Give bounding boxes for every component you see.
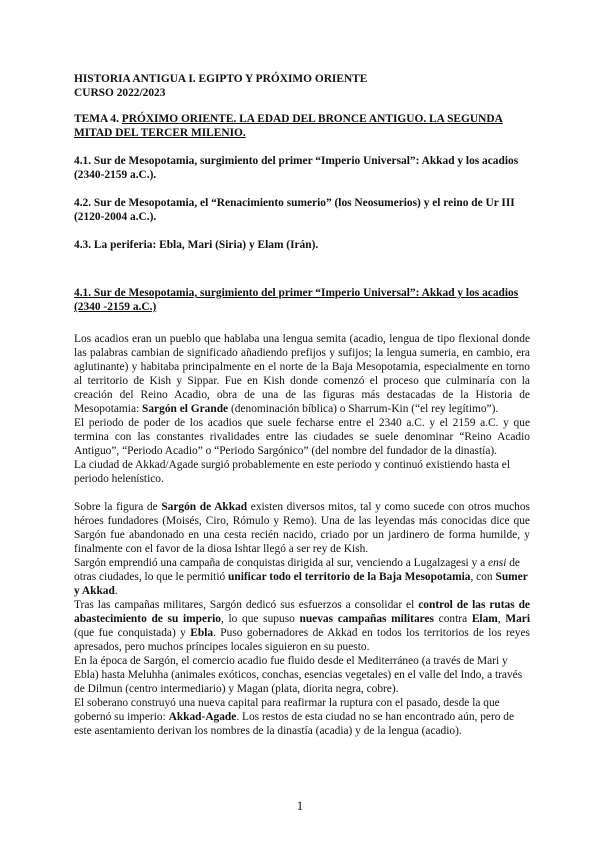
topic-prefix: TEMA 4. xyxy=(74,113,122,125)
outline-item-4-3: 4.3. La periferia: Ebla, Mari (Siria) y Elam (Irán). xyxy=(74,239,319,251)
paragraph-comercio: En la época de Sargón, el comercio acadio fue fluido desde el Mediterráneo (a través de Mari y Ebla) hasta Meluhha (animales exóticos, conchas, esencias vegetales) en el valle del Indo, a través de Dilmun (centro intermediario) y Magan (plata, diorita negra, cobre). xyxy=(74,655,523,695)
text-run: , con xyxy=(470,571,496,583)
text-run: Sargón emprendió una campaña de conquistas dirigida al sur, venciendo a Lugalzagesi y a xyxy=(74,557,489,569)
sumer-y-akkad: Sumer y Akkad xyxy=(74,571,528,597)
text-run: (denominación bíblica) o Sharrum-Kin (“el rey legítimo”). xyxy=(228,403,499,415)
sargon-el-grande: Sargón el Grande xyxy=(142,403,229,415)
paragraph-acadios xyxy=(74,332,530,416)
text-run: , lo que supuso xyxy=(220,613,300,625)
mari: Mari xyxy=(505,613,530,625)
akkad-agade: Akkad-Agade xyxy=(168,711,237,723)
text-run: . Los restos de esta ciudad no se han encontrado aún, pero de este asentamiento derivan los nombres de la dinastía (acadia) y de la lengua (acadio). xyxy=(74,711,515,737)
paragraph-periodo: El periodo de poder de los acadios que suele fecharse entre el 2340 a.C. y el 2159 a.C. y que termina con las constantes rivalidades entre las ciudades se suele denominar “Reino Acadio Antiguo”, “Periodo Acadio” o “Periodo Sargónico” (del nombre del fundador de la dinastía). xyxy=(74,417,530,457)
page-content xyxy=(74,72,530,738)
text-run: (que fue conquistada) y xyxy=(74,627,191,639)
outline-item-4-2: 4.2. Sur de Mesopotamia, el “Renacimiento sumerio” (los Neosumerios) y el reino de Ur III (2120-2004 a.C.). xyxy=(74,197,515,223)
text-run: El soberano construyó una nueva capital para reafirmar la ruptura con el pasado, desde la que gobernó su imperio: xyxy=(74,697,500,723)
text-run: . xyxy=(114,585,118,597)
outline-item-4-1: 4.1. Sur de Mesopotamia, surgimiento del primer “Imperio Universal”: Akkad y los acadios (2340-2159 a.C.). xyxy=(74,155,519,181)
text-run: Los acadios eran un pueblo que hablaba una lengua semita (acadio, lengua de tipo flexional donde las palabras cambian de significado añadiendo prefijos y sufijos; la lengua sumeria, en cambio, era aglutinante) y habitaba principalmente en el norte de la Baja Mesopotamia, especialmente en torno al territorio de Kish y Sippar. Fue en Kish donde comenzó el proceso que culminaría con la creación del Reino Acadio, obra de una de las figuras más destacadas de la Historia de Mesopotamia: xyxy=(74,333,530,415)
text-run: . Puso gobernadores de Akkad en todos los territorios de los reyes apresados, pero muchos príncipes locales siguieron en su puesto. xyxy=(74,627,530,653)
section-heading xyxy=(74,286,530,314)
paragraph-conquistas xyxy=(74,556,530,598)
text-run: , xyxy=(497,613,506,625)
topic-title xyxy=(74,112,530,140)
nuevas-campanas: nuevas campañas militares xyxy=(299,613,434,625)
section-heading-prefix: 4.1. Sur de Mesopotamia, xyxy=(74,287,201,299)
page-number: 1 xyxy=(296,798,304,813)
paragraph-ciudad-akkad: La ciudad de Akkad/Agade surgió probablemente en este periodo y continuó existiendo hasta el periodo helenístico. xyxy=(74,459,510,485)
elam: Elam xyxy=(471,613,498,625)
ensi-term: ensi xyxy=(488,557,507,569)
paragraph-capital xyxy=(74,696,530,738)
course-title: HISTORIA ANTIGUA I. EGIPTO Y PRÓXIMO ORIENTE xyxy=(74,73,368,85)
text-run: de otras ciudades, lo que le permitió xyxy=(74,557,520,583)
paragraph-mitos-sargon xyxy=(74,500,530,556)
text-run: Tras las campañas militares, Sargón dedicó sus esfuerzos a consolidar el xyxy=(74,599,419,611)
unificar-territorio: unificar todo el territorio de la Baja Mesopotamia xyxy=(228,571,471,583)
topic-title-text: PRÓXIMO ORIENTE. LA EDAD DEL BRONCE ANTIGUO. LA SEGUNDA MITAD DEL TERCER MILENIO. xyxy=(74,113,503,139)
course-year: CURSO 2022/2023 xyxy=(74,87,166,99)
sargon-de-akkad: Sargón de Akkad xyxy=(161,501,248,513)
section-heading-rest: surgimiento del primer “Imperio Universal”: Akkad y los acadios (2340 -2159 a.C.) xyxy=(74,287,519,313)
text-run: existen diversos mitos, tal y como sucede con otros muchos héroes fundadores (Moisés, Ciro, Rómulo y Remo). Una de las leyendas más conocidas dice que Sargón fue abandonado en una cesta recién nacido, criado por un jardinero de forma humilde, y finalmente con el favor de la diosa Ishtar llegó a ser rey de Kish. xyxy=(74,501,530,555)
text-run: Sobre la figura de xyxy=(74,501,162,513)
control-rutas: control de las rutas de abastecimiento de su imperio xyxy=(74,599,530,625)
paragraph-rutas xyxy=(74,598,530,654)
ebla: Ebla xyxy=(190,627,214,639)
text-run: contra xyxy=(433,613,472,625)
